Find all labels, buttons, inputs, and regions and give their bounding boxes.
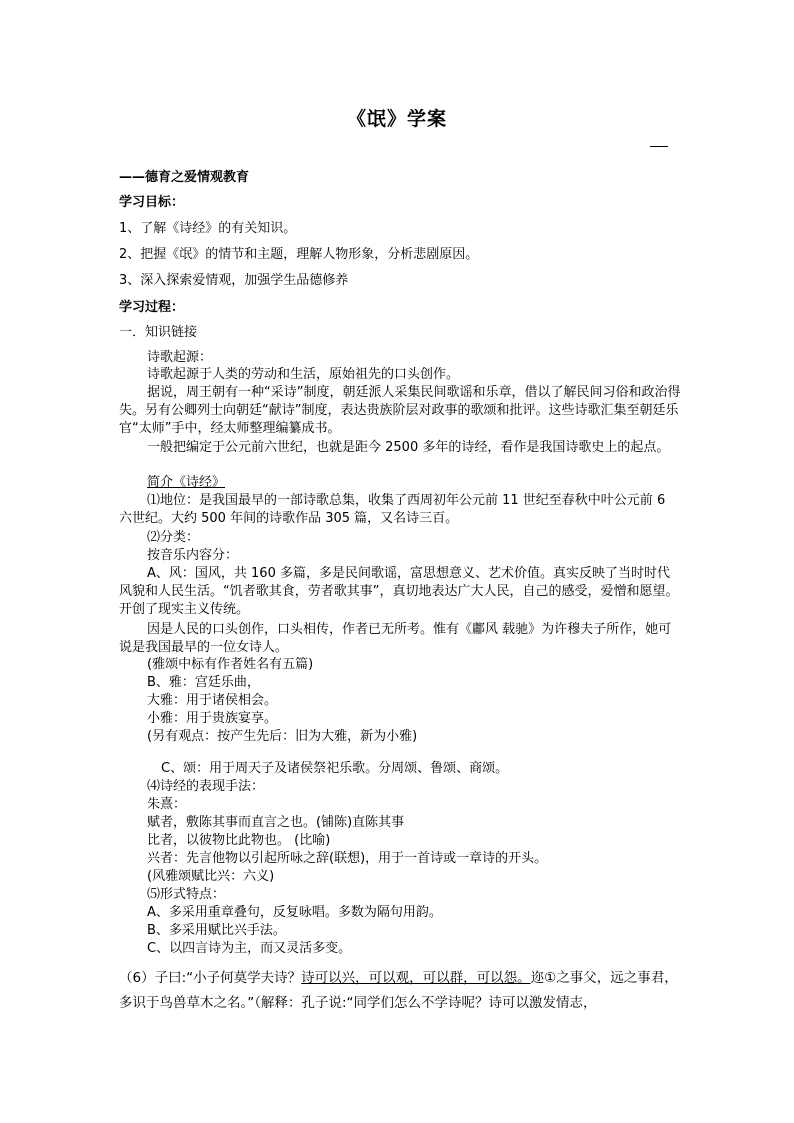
subtitle: ——德育之爱情观教育 [119,170,250,185]
liuyi-line: (风雅颂赋比兴：六义) [147,869,275,884]
origin-line: 诗歌起源于人类的劳动和生活，原始祖先的口头创作。 [147,367,460,382]
form-b-line: B、多采用赋比兴手法。 [147,923,286,938]
goals-heading: 学习目标： [119,195,185,210]
quote-pre: （6）子曰:“小子何莫学夫诗？ [119,970,302,986]
feng-text: A、风：国风，共 160 多篇，多是民间歌谣，富思想意义、艺术价值。真实反映了当时时代风貌和人民生活。“饥者歌其食，劳者歌其事”，真切地表达广大人民，自己的感受，爱憎和愿望。开创了现实主义传统。 [119,566,679,617]
goal-item: 2、把握《氓》的情节和主题，理解人物形象，分析悲剧原因。 [119,247,479,262]
goal-item: 1、了解《诗经》的有关知识。 [119,221,297,236]
process-heading: 学习过程： [119,300,185,315]
origin-paragraph-2 [119,439,681,457]
feng-paragraph [119,565,681,619]
class-label: ⑵分类： [147,530,200,545]
intro-heading: 简介《诗经》 [147,475,226,490]
status-paragraph [119,492,681,528]
ya-line: B、雅：宫廷乐曲， [147,675,260,690]
section-heading: 一．知识链接 [119,325,198,340]
folk-paragraph [119,621,681,657]
zhuxi-line: 朱熹： [147,797,187,812]
xiaoya-line: 小雅：用于贵族宴享。 [147,711,278,726]
ya-view-line: (另有观点：按产生先后：旧为大雅，新为小雅) [147,729,418,744]
form-a-line: A、多采用重章叠句，反复咏唱。多数为隔句用韵。 [147,905,442,920]
fu-line: 赋者，敷陈其事而直言之也。(铺陈)直陈其事 [147,815,405,830]
page-title: 《氓》学案 [346,108,447,130]
by-music-label: 按音乐内容分： [147,548,239,563]
dash-mark [650,146,668,147]
form-c-line: C、以四言诗为主，而又灵活多变。 [147,941,352,956]
folk-text: 因是人民的口头创作，口头相传，作者已无所考。惟有《鄘风 载驰》为许穆夫子所作，她可说是我国最早的一位女诗人。 [119,622,672,655]
bi-line: 比者，以彼物比此物也。 (比喻) [147,833,331,848]
song-line: C、颂：用于周天子及诸侯祭祀乐歌。分周颂、鲁颂、商颂。 [161,761,509,776]
goal-item: 3、深入探索爱情观，加强学生品德修养 [119,273,349,288]
quote-post: 迩①之事父，远之事君，多识于鸟兽草木之名。”（解释：孔子说:“同学们怎么不学诗呢？诗可以激发情志， [119,970,678,1011]
quote-underlined: 诗可以兴，可以观，可以群，可以怨。 [301,970,531,986]
origin-label: 诗歌起源： [147,350,213,365]
form-label: ⑸形式特点： [147,887,226,902]
quote-text [119,966,681,1016]
origin-p2-text: 一般把编定于公元前六世纪，也就是距今 2500 多年的诗经，看作是我国诗歌史上的起点。 [147,440,670,455]
quote-paragraph [119,966,681,1016]
methods-label: ⑷诗经的表现手法： [147,779,265,794]
xing-line: 兴者：先言他物以引起所咏之辞(联想)，用于一首诗或一章诗的开头。 [147,851,548,866]
daya-line: 大雅：用于诸侯相会。 [147,693,278,708]
status-text: ⑴地位：是我国最早的一部诗歌总集，收集了西周初年公元前 11 世纪至春秋中叶公元前 6 六世纪。大约 500 年间的诗歌作品 305 篇，又名诗三百。 [119,493,666,526]
ya-note: (雅颂中标有作者姓名有五篇) [147,657,314,672]
origin-p1-text: 据说，周王朝有一种“采诗”制度，朝廷派人采集民间歌谣和乐章，借以了解民间习俗和政治得失。另有公卿列士向朝廷“献诗”制度，表达贵族阶层对政事的歌颂和批评。这些诗歌汇集至朝廷乐官“太师”手中，经太师整理编纂成书。 [119,385,681,436]
origin-paragraph-1 [119,384,681,438]
